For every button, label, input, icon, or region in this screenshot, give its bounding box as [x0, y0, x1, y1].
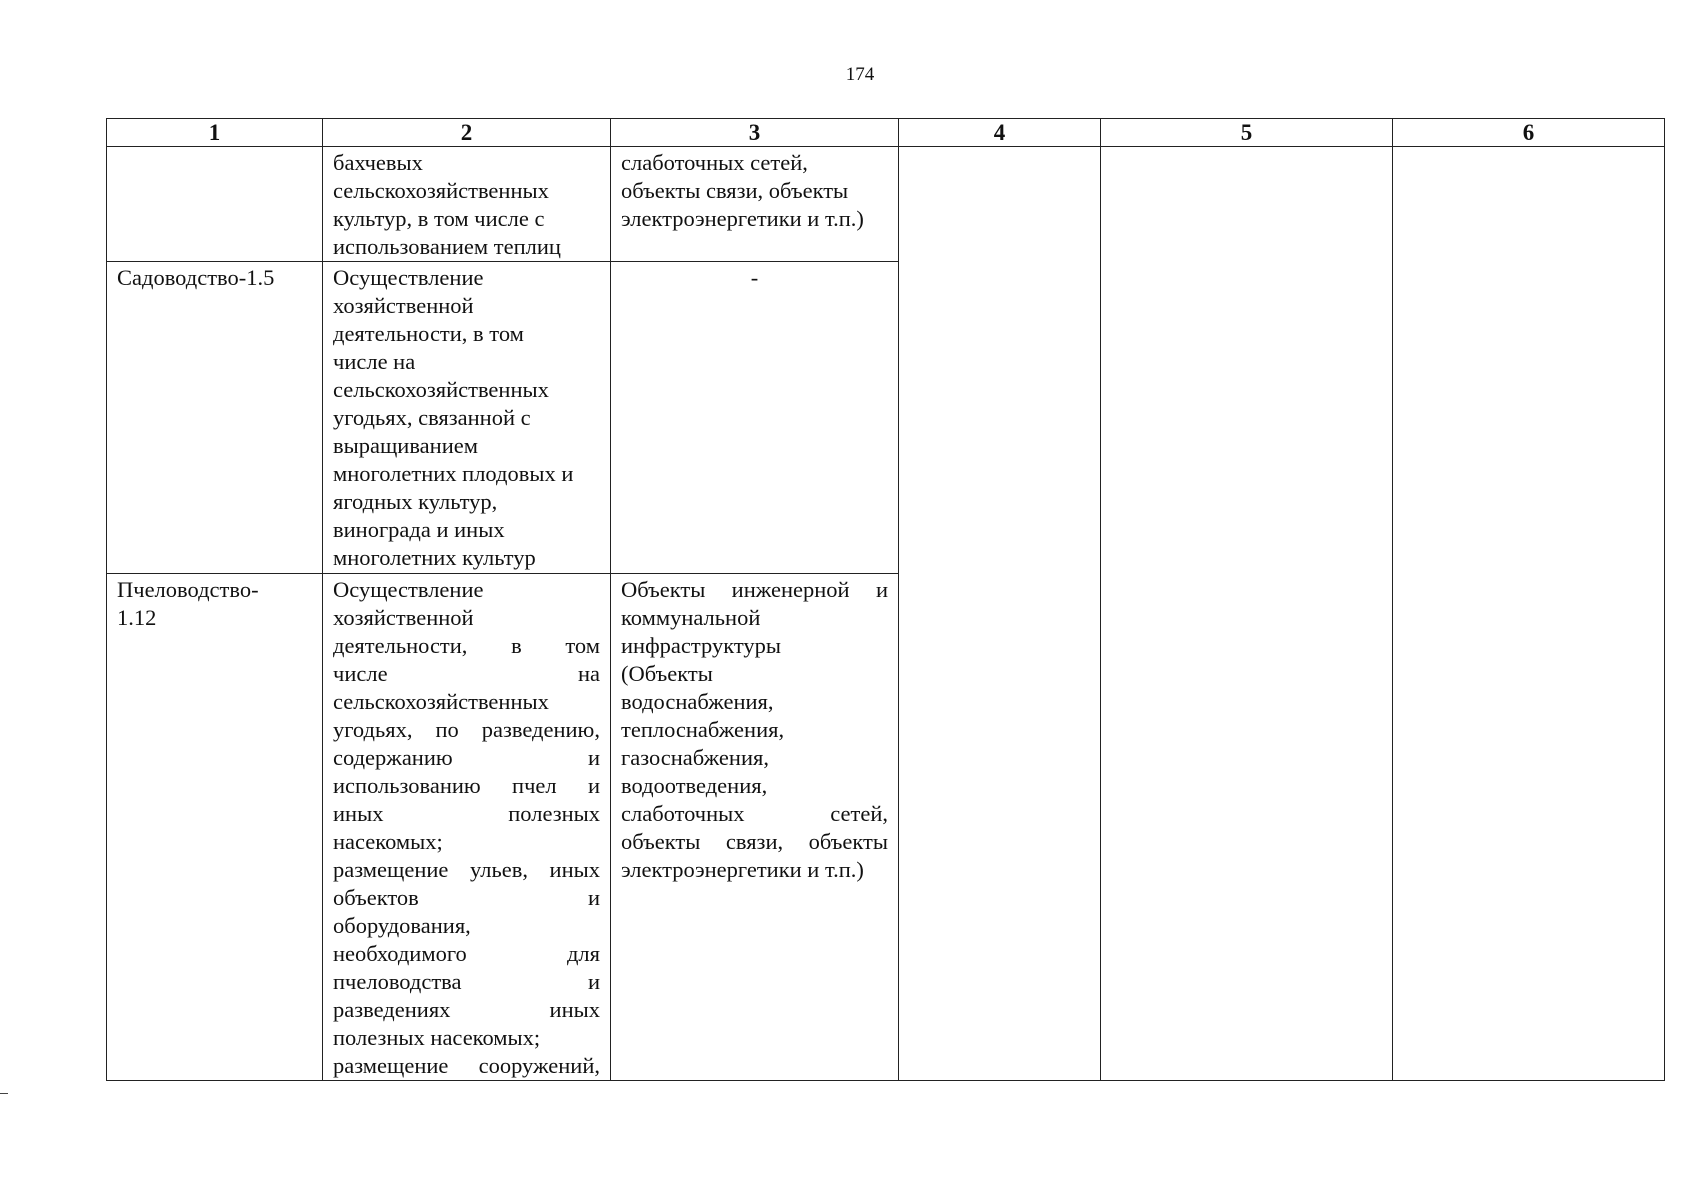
- word: необходимого: [333, 941, 467, 966]
- word: и: [587, 745, 600, 770]
- word: сооружений,: [478, 1053, 600, 1078]
- text-line: [333, 968, 600, 996]
- cell-col-6-empty: [1393, 147, 1665, 1081]
- edge-mark: [0, 1093, 8, 1094]
- word: ульев,: [469, 857, 528, 882]
- word: и: [587, 969, 600, 994]
- text-line: [333, 856, 600, 884]
- word: Объекты: [621, 577, 706, 602]
- text-line: [621, 660, 888, 688]
- word: коммунальной: [621, 605, 761, 630]
- text-line: [333, 688, 600, 716]
- word: теплоснабжения,: [621, 717, 785, 742]
- cell-description: бахчевых сельскохозяйственных культур, в том числе с использованием теплиц: [323, 147, 611, 262]
- word: и: [875, 577, 888, 602]
- text-line: [621, 576, 888, 604]
- word: (Объекты: [621, 661, 713, 686]
- word: разведению,: [481, 717, 600, 742]
- text-line: [333, 604, 600, 632]
- text-line: [621, 688, 888, 716]
- cell-auxiliary-uses: слаботочных сетей, объекты связи, объекты электроэнергетики и т.п.): [611, 147, 899, 262]
- word: инфраструктуры: [621, 633, 781, 658]
- header-col-1: 1: [107, 119, 323, 147]
- word: для: [566, 941, 600, 966]
- word: слаботочных: [621, 801, 745, 826]
- word: по: [435, 717, 459, 742]
- word: пчеловодства: [333, 969, 462, 994]
- word: полезных насекомых;: [333, 1025, 541, 1050]
- text-line: [621, 744, 888, 772]
- header-col-4: 4: [899, 119, 1101, 147]
- text-line: [333, 1052, 600, 1080]
- word: объекты: [621, 829, 701, 854]
- text-line: [333, 800, 600, 828]
- cell-description: Осуществление хозяйственной деятельности, в том числе на сельскохозяйственных угодьях, связанной с выращиванием многолетних плодовых и ягодных культур, винограда и иных многолетних культур: [323, 262, 611, 574]
- header-col-3: 3: [611, 119, 899, 147]
- word: сельскохозяйственных: [333, 689, 549, 714]
- land-use-table: [106, 118, 1665, 1081]
- word: пчел: [512, 773, 557, 798]
- text-line: [621, 800, 888, 828]
- text-line: [333, 828, 600, 856]
- word: деятельности,: [333, 633, 468, 658]
- word: оборудования,: [333, 913, 471, 938]
- text-line: [621, 604, 888, 632]
- text-line: [333, 1024, 600, 1052]
- text-line: [333, 716, 600, 744]
- text-line: [621, 632, 888, 660]
- word: в: [511, 633, 522, 658]
- word: инженерной: [731, 577, 850, 602]
- word: водоснабжения,: [621, 689, 774, 714]
- word: разведениях: [333, 997, 451, 1022]
- text-line: [333, 744, 600, 772]
- table-header-row: [107, 119, 1665, 147]
- text-line: [333, 660, 600, 688]
- word: иных: [333, 801, 384, 826]
- cell-col-5-empty: [1101, 147, 1393, 1081]
- word: иных: [549, 857, 600, 882]
- page-number: 174: [845, 64, 875, 85]
- word: использованию: [333, 773, 481, 798]
- word: иных: [549, 997, 600, 1022]
- word: объекты: [808, 829, 888, 854]
- word: полезных: [508, 801, 600, 826]
- text-line: [333, 996, 600, 1024]
- cell-description: [323, 574, 611, 1081]
- word: Осуществление: [333, 577, 484, 602]
- word: сетей,: [830, 801, 888, 826]
- word: числе: [333, 661, 388, 686]
- word: на: [577, 661, 600, 686]
- header-col-2: 2: [323, 119, 611, 147]
- text-line: [333, 772, 600, 800]
- word: водоотведения,: [621, 773, 768, 798]
- word: и: [587, 773, 600, 798]
- cell-type-name: Садоводство-1.5: [107, 262, 323, 574]
- text-line: [621, 828, 888, 856]
- text-line: [621, 856, 888, 884]
- word: том: [565, 633, 600, 658]
- text-line: [333, 632, 600, 660]
- word: электроэнергетики и т.п.): [621, 857, 864, 882]
- cell-type-name: [107, 147, 323, 262]
- word: размещение: [333, 857, 449, 882]
- cell-col-4-empty: [899, 147, 1101, 1081]
- word: хозяйственной: [333, 605, 474, 630]
- text-line: [333, 576, 600, 604]
- text-line: [333, 884, 600, 912]
- text-line: [333, 912, 600, 940]
- word: объектов: [333, 885, 419, 910]
- header-col-6: 6: [1393, 119, 1665, 147]
- word: связи,: [725, 829, 784, 854]
- table-row: [107, 147, 1665, 262]
- word: и: [587, 885, 600, 910]
- word: угодьях,: [333, 717, 413, 742]
- word: размещение: [333, 1053, 449, 1078]
- cell-auxiliary-uses: [611, 574, 899, 1081]
- word: содержанию: [333, 745, 453, 770]
- word: насекомых;: [333, 829, 443, 854]
- cell-auxiliary-uses: -: [611, 262, 899, 574]
- word: газоснабжения,: [621, 745, 769, 770]
- text-line: [621, 716, 888, 744]
- text-line: [621, 772, 888, 800]
- text-line: [333, 940, 600, 968]
- header-col-5: 5: [1101, 119, 1393, 147]
- cell-type-name: Пчеловодство- 1.12: [107, 574, 323, 1081]
